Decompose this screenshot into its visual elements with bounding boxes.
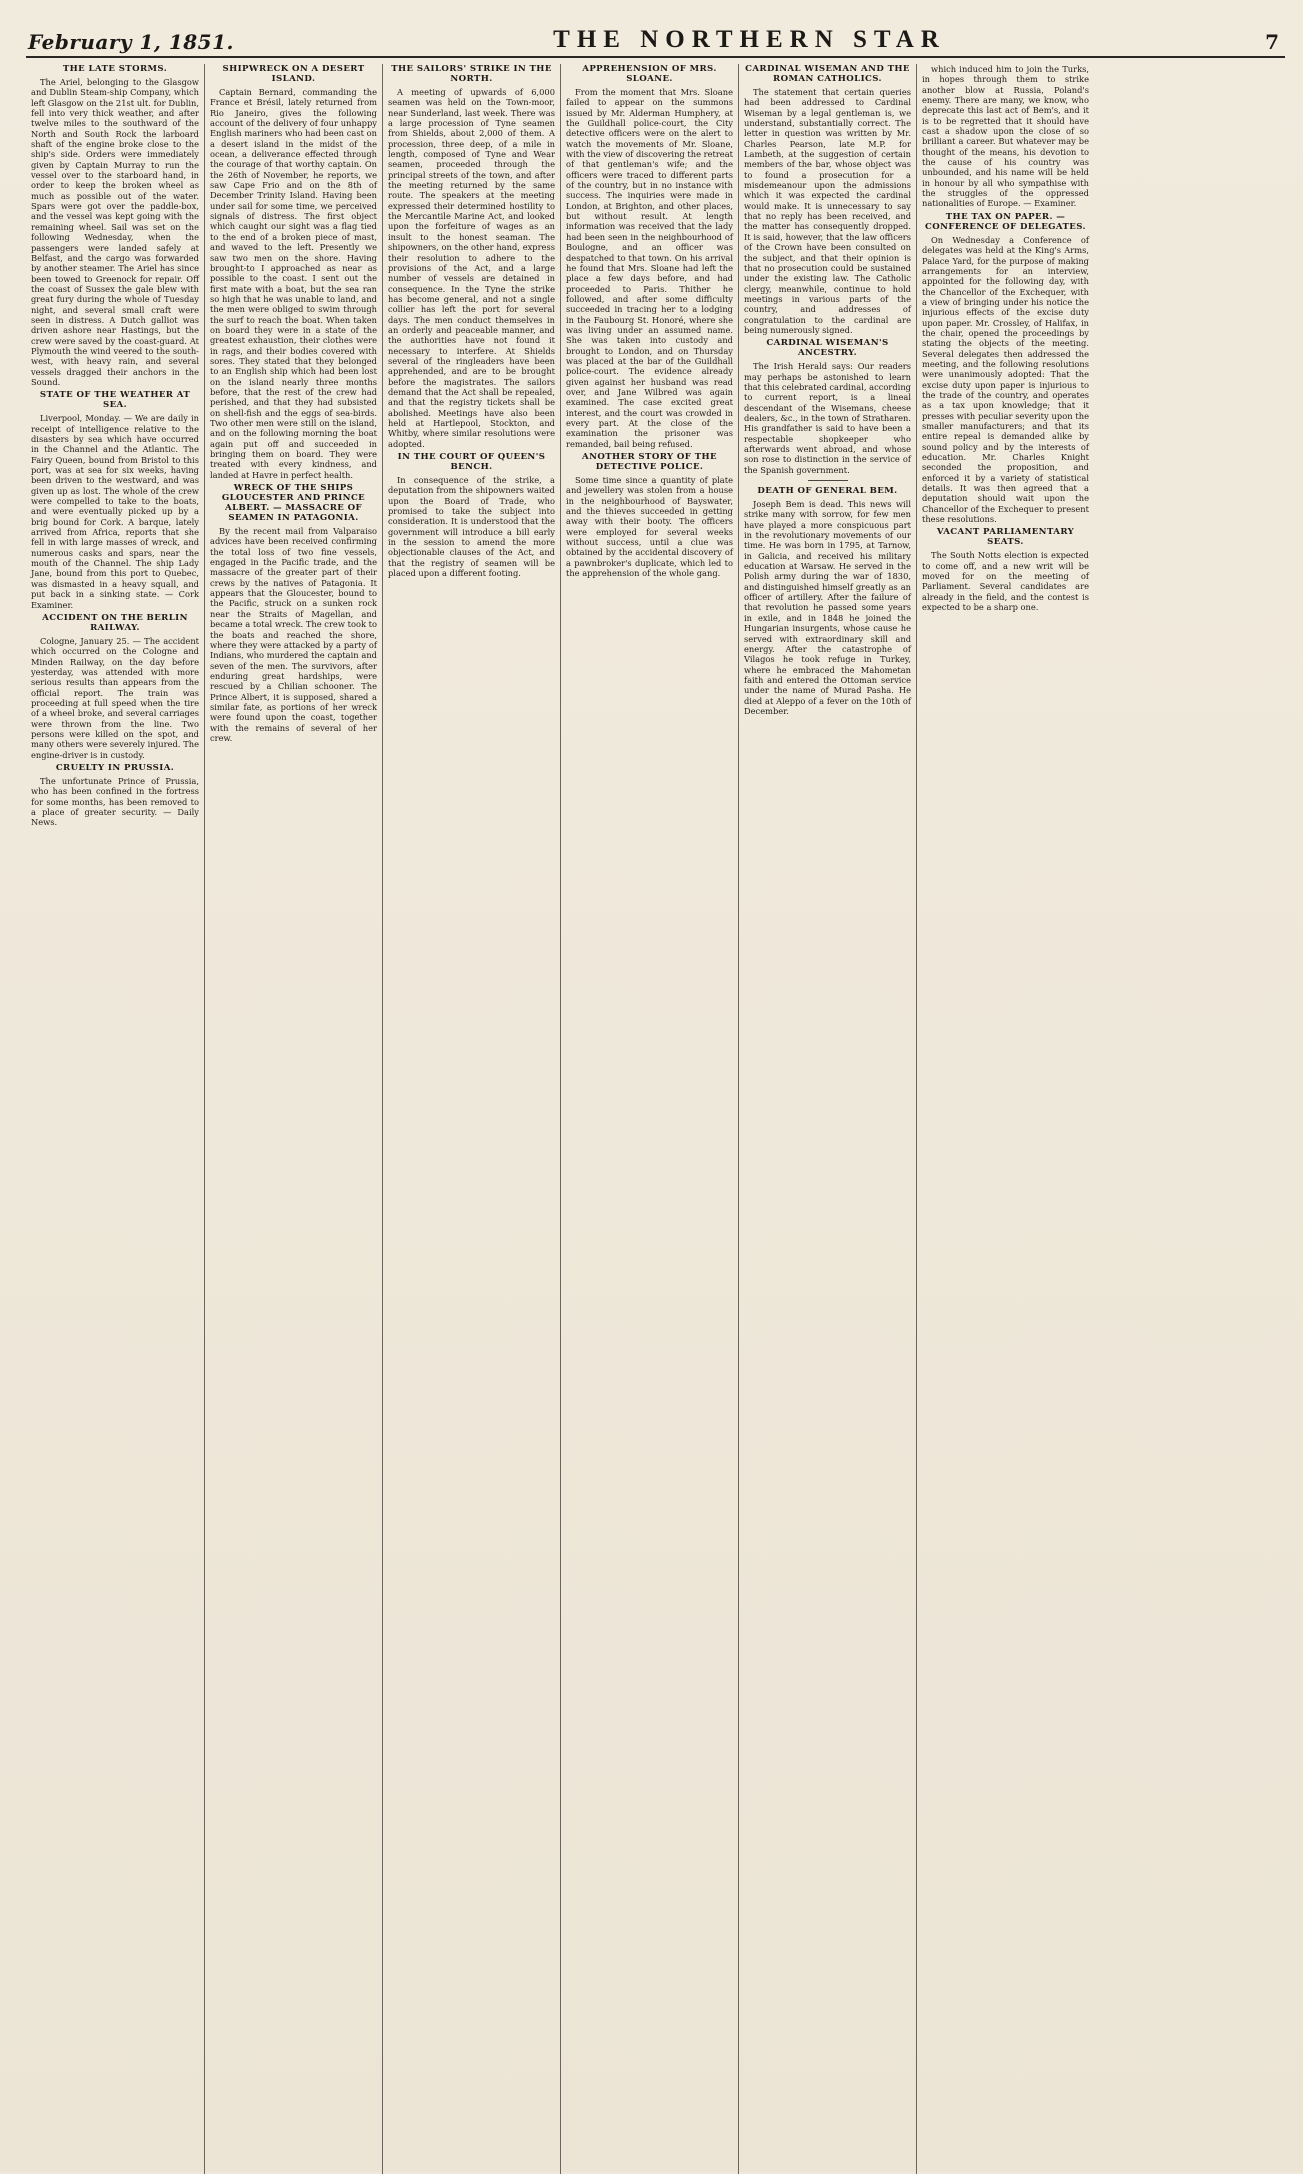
article-body: The statement that certain queries had been addressed to Cardinal Wiseman by a legal gentleman is, we understand, substantially correct. The letter in question was written by Mr. Charles Pearson, late M.P. for Lambeth, at the suggestion of certain members of the bar, whose object was to found a prosecution for a misdemeanour upon the admissions which it was expected the cardinal would make. It is unnecessary to say that no reply has been received, and the matter has consequently dropped. It is said, however, that the law officers of the Crown have been consulted on the subject, and that their opinion is that no prosecution could be sustained under the existing law. The Catholic clergy, meanwhile, continue to hold meetings in various parts of the country, and addresses of congratulation to the cardinal are being numerously signed. [744,87,911,335]
article-heading: IN THE COURT OF QUEEN'S BENCH. [397,452,546,473]
article-heading: SHIPWRECK ON A DESERT ISLAND. [222,64,365,84]
article-heading: THE LATE STORMS. [62,64,168,74]
article-body: Liverpool, Monday. — We are daily in receipt of intelligence relative to the disasters by sea which have occurred in the Channel and the Atlantic. The Fairy Queen, bound from Bristol to this port, was at sea for six weeks, having been driven to the westward, and was given up as lost. The whole of the crew were compelled to take to the boats, and were eventually picked up by a brig bound for Cork. A barque, lately arrived from Africa, reports that she fell in with large masses of wreck, and numerous casks and spars, near the mouth of the Channel. The ship Lady Jane, bound from this port to Quebec, was dismasted in a heavy squall, and put back in a sinking state. — Cork Examiner. [31,413,199,610]
article-body: Captain Bernard, commanding the France et Brésil, lately returned from Rio Janeiro, gives the following account of the delivery of four unhappy English mariners who had been cast on a desert island in the midst of the ocean, a deliverance effected through the courage of that worthy captain. On the 26th of November, he reports, we saw Cape Frio and on the 8th of December Trinity Island. Having been under sail for some time, we perceived signals of distress. The first object which caught our sight was a flag tied to the end of a broken piece of mast, and waved to the left. Presently we saw two men on the shore. Having brought-to I approached as near as possible to the coast. I sent out the first mate with a boat, but the sea ran so high that he was unable to land, and the men were obliged to swim through the surf to reach the boat. When taken on board they were in a state of the greatest exhaustion, their clothes were in rags, and their bodies covered with sores. They stated that they belonged to an English ship which had been lost on the island nearly three months before, that the rest of the crew had perished, and that they had subsisted on shell-fish and the eggs of sea-birds. Two other men were still on the island, and on the following morning the boat again put off and succeeded in bringing them on board. They were treated with every kindness, and landed at Havre in perfect health. [210,87,377,480]
newspaper-title: THE NORTHERN STAR [553,26,946,53]
column-3 [382,64,560,2174]
issue-date: February 1, 1851. [28,30,234,54]
column-2 [204,64,382,2174]
article-body: Some time since a quantity of plate and jewellery was stolen from a house in the neighbourhood of Bayswater, and the thieves succeeded in getting away with their booty. The officers were employed for several weeks without success, until a clue was obtained by the accidental discovery of a pawnbroker's duplicate, which led to the apprehension of the whole gang. [566,475,733,579]
article-heading: CRUELTY IN PRUSSIA. [55,762,175,773]
column-4 [560,64,738,2174]
article-body: By the recent mail from Valparaiso advices have been received confirming the total loss of two fine vessels, engaged in the Pacific trade, and the massacre of the greater part of their crews by the natives of Patagonia. It appears that the Gloucester, bound to the Pacific, struck on a sunken rock near the Straits of Magellan, and became a total wreck. The crew took to the boats and reached the shore, where they were attacked by a party of Indians, who murdered the captain and seven of the men. The survivors, after enduring great hardships, were rescued by a Chilian schooner. The Prince Albert, it is supposed, shared a similar fate, as portions of her wreck were found upon the coast, together with the remains of several of her crew. [210,526,377,743]
article-body: On Wednesday a Conference of delegates was held at the King's Arms, Palace Yard, for the purpose of making arrangements for an interview, appointed for the following day, with the Chancellor of the Exchequer, with a view of bringing under his notice the injurious effects of the excise duty upon paper. Mr. Crossley, of Halifax, in the chair, opened the proceedings by stating the objects of the meeting. Several delegates then addressed the meeting, and the following resolutions were unanimously adopted: That the excise duty upon paper is injurious to the trade of the country, and operates as a tax upon knowledge; that it presses with peculiar severity upon the smaller manufacturers; and that its entire repeal is demanded alike by sound policy and by the interests of education. Mr. Charles Knight seconded the proposition, and enforced it by a variety of statistical details. It was then agreed that a deputation should wait upon the Chancellor of the Exchequer to present these resolutions. [922,234,1089,525]
column-5 [738,64,916,2174]
article-columns [26,64,1285,2174]
article-heading: VACANT PARLIAMENTARY SEATS. [936,527,1075,548]
article-body: Cologne, January 25. — The accident which occurred on the Cologne and Minden Railway, on the day before yesterday, was attended with more serious results than appears from the official report. The train was proceeding at full speed when the tire of a wheel broke, and several carriages were thrown from the line. Two persons were killed on the spot, and many others were severely injured. The engine-driver is in custody. [31,635,199,760]
article-body: which induced him to join the Turks, in hopes through them to strike another blow at Russia, Poland's enemy. There are many, we know, who deprecate this last act of Bem's, and it is to be regretted that it should have cast a shadow upon the close of so brilliant a career. But whatever may be thought of the means, his devotion to the cause of his country was unbounded, and his name will be held in honour by all who sympathise with the struggles of the oppressed nationalities of Europe. — Examiner. [922,64,1089,209]
section-divider [808,480,848,481]
article-body: A meeting of upwards of 6,000 seamen was held on the Town-moor, near Sunderland, last week. There was a large procession of Tyne seamen from Shields, about 2,000 of them. A procession, three deep, of a mile in length, composed of Tyne and Wear seamen, proceeded through the principal streets of the town, and after the meeting returned by the same route. The speakers at the meeting expressed their determined hostility to the Mercantile Marine Act, and looked upon the forfeiture of wages as an insult to the honest seaman. The shipowners, on the other hand, express their resolution to adhere to the provisions of the Act, and a large number of vessels are detained in consequence. In the Tyne the strike has become general, and not a single collier has left the port for several days. The men conduct themselves in an orderly and peaceable manner, and the authorities have not found it necessary to interfere. At Shields several of the ringleaders have been apprehended, and are to be brought before the magistrates. The sailors demand that the Act shall be repealed, and that the registry tickets shall be abolished. Meetings have also been held at Hartlepool, Stockton, and Whitby, where similar resolutions were adopted. [388,87,555,449]
article-heading: DEATH OF GENERAL BEM. [757,486,898,497]
column-6 [916,64,1094,2174]
page-number: 7 [1265,30,1279,54]
article-heading: STATE OF THE WEATHER AT SEA. [39,390,191,411]
article-heading: APPREHENSION OF MRS. SLOANE. [582,64,717,84]
article-heading: THE SAILORS' STRIKE IN THE NORTH. [391,64,552,84]
article-heading: WRECK OF THE SHIPS GLOUCESTER AND PRINCE ALBERT. — MASSACRE OF SEAMEN IN PATAGONIA. [221,483,366,524]
article-heading: THE TAX ON PAPER. — CONFERENCE OF DELEGATES. [925,211,1086,232]
article-body: The South Notts election is expected to come off, and a new writ will be moved for on the meeting of Parliament. Several candidates are already in the field, and the contest is expected to be a sharp one. [922,550,1089,613]
article-heading: CARDINAL WISEMAN'S ANCESTRY. [766,338,889,359]
article-body: The unfortunate Prince of Prussia, who has been confined in the fortress for some months, has been removed to a place of greater security. — Daily News. [31,775,199,828]
article-body: In consequence of the strike, a deputation from the shipowners waited upon the Board of Trade, who promised to take the subject into consideration. It is understood that the government will introduce a bill early in the session to amend the more objectionable clauses of the Act, and that the registry of seamen will be placed upon a different footing. [388,475,555,579]
article-body: Joseph Bem is dead. This news will strike many with sorrow, for few men have played a more conspicuous part in the revolutionary movements of our time. He was born in 1795, at Tarnow, in Galicia, and received his military education at Warsaw. He served in the Polish army during the war of 1830, and distinguished himself greatly as an officer of artillery. After the failure of that revolution he passed some years in exile, and in 1848 he joined the Hungarian insurgents, whose cause he served with extraordinary skill and energy. After the catastrophe of Vilagos he took refuge in Turkey, where he embraced the Mahometan faith and entered the Ottoman service under the name of Murad Pasha. He died at Aleppo of a fever on the 10th of December. [744,499,911,716]
article-heading: ACCIDENT ON THE BERLIN RAILWAY. [42,612,188,633]
column-1 [26,64,204,2174]
article-body: From the moment that Mrs. Sloane failed to appear on the summons issued by Mr. Alderman Humphery, at the Guildhall police-court, the City detective officers were on the alert to watch the movements of Mr. Sloane, with the view of discovering the retreat of that gentleman's wife; and the officers were traced to different parts of the country, but in no instance with success. The inquiries were made in London, at Brighton, and other places, but without result. At length information was received that the lady had been seen in the neighbourhood of Boulogne, and an officer was despatched to that town. On his arrival he found that Mrs. Sloane had left the place a few days before, and had proceeded to Paris. Thither he followed, and after some difficulty succeeded in tracing her to a lodging in the Faubourg St. Honoré, where she was living under an assumed name. She was taken into custody and brought to London, and on Thursday was placed at the bar of the Guildhall police-court. The evidence already given against her husband was read over, and Jane Wilbred was again examined. The case excited great interest, and the court was crowded in every part. At the close of the examination the prisoner was remanded, bail being refused. [566,87,733,449]
article-body: The Ariel, belonging to the Glasgow and Dublin Steam-ship Company, which left Glasgow on the 21st ult. for Dublin, fell into very thick weather, and after twelve miles to the southward of the North and South Rock the larboard shaft of the engine broke close to the ship's side. Orders were immediately given by Captain Murray to run the vessel over to the starboard hand, in order to keep the broken wheel as much as possible out of the water. Spars were got over the paddle-box, and the vessel was kept going with the remaining wheel. Sail was set on the following Wednesday, when the passengers were landed safely at Belfast, and the cargo was forwarded by another steamer. The Ariel has since been towed to Greenock for repair. Off the coast of Sussex the gale blew with great fury during the whole of Tuesday night, and several small craft were seen in distress. A Dutch galliot was driven ashore near Hastings, but the crew were saved by the coast-guard. At Plymouth the wind veered to the south-west, with heavy rain, and several vessels dragged their anchors in the Sound. [31,77,199,387]
article-body: The Irish Herald says: Our readers may perhaps be astonished to learn that this celebrated cardinal, according to current report, is a lineal descendant of the Wisemans, cheese dealers, &c., in the town of Stratharen. His grandfather is said to have been a respectable shopkeeper who afterwards went abroad, and whose son rose to distinction in the service of the Spanish government. [744,361,911,475]
article-heading: ANOTHER STORY OF THE DETECTIVE POLICE. [582,452,717,473]
masthead [26,8,1285,58]
article-heading: CARDINAL WISEMAN AND THE ROMAN CATHOLICS. [745,64,910,84]
